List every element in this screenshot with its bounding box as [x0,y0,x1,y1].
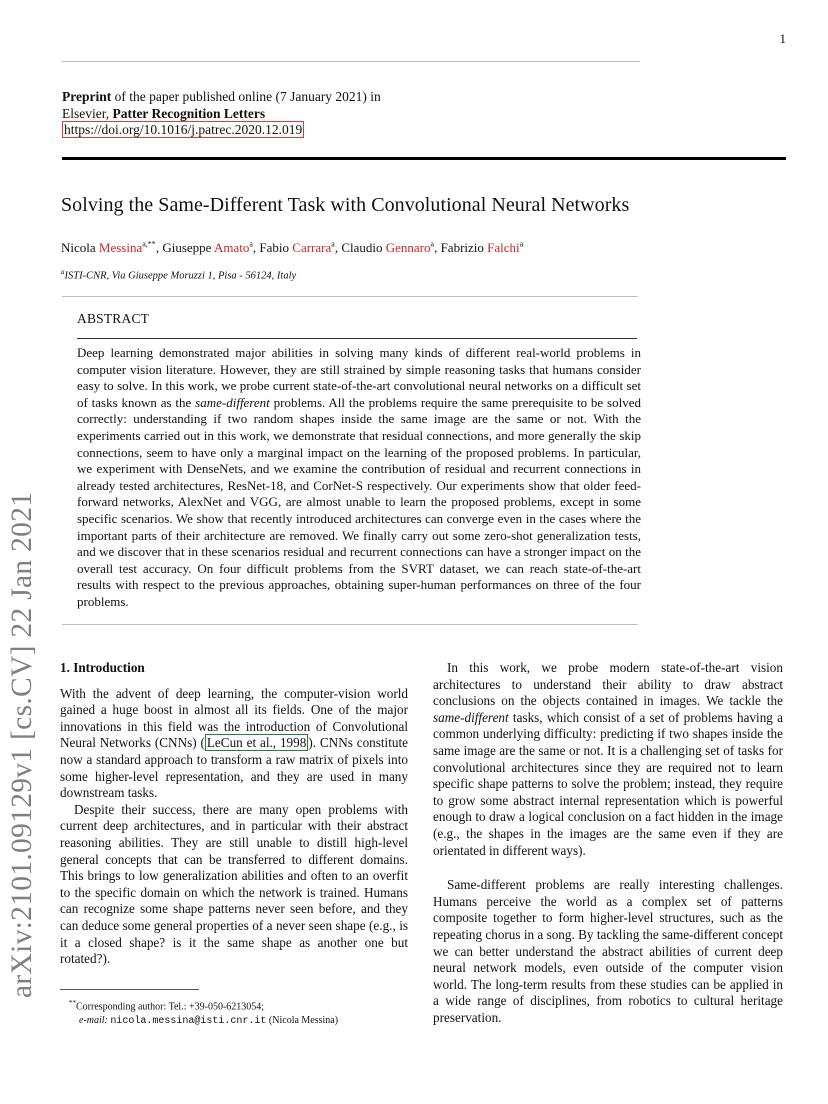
email-address[interactable]: nicola.messina@isti.cnr.it [110,1016,267,1028]
author-entry: Fabrizio Falchi$^a$ [440,240,524,256]
doi-link[interactable]: https://doi.org/10.1016/j.patrec.2020.12.019 [64,122,303,137]
author-link[interactable]: Amato [213,240,250,256]
header-rule [62,61,640,62]
affiliation-rule [62,296,638,297]
right-column [433,660,783,1026]
citation-link[interactable]: LeCun et al., 1998 [206,735,307,751]
author-entry: Nicola Messina$^{a,**}$, [61,240,163,256]
author-entry: Fabio Carrara$^a$, [259,240,342,256]
abstract-body: Deep learning demonstrated major abilities in solving many kinds of different real-world problems in computer vision literature. However, they are still strained by simple reasoning tasks that humans consider easy to solve. In this work, we probe current state-of-the-art convolutional neural networks on a difficult set of tasks known as the same-different problems. All the problems require the same prerequisite to be solved correctly: understanding if two random shapes inside the same image are the same or not. With the experiments carried out in this work, we demonstrate that residual connections, and more generally the skip connections, seem to have only a marginal impact on the learning of the proposed problems. In particular, we experiment with DenseNets, and we examine the contribution of residual and recurrent connections in already tested architectures, ResNet-18, and CorNet-S respectively. Our experiments show that older feed-forward networks, AlexNet and VGG, are almost unable to learn the proposed problems, except in some specific scenarios. We show that recently introduced architectures can converge even in the cases where the important parts of their architecture are removed. We finally carry out some zero-shot generalization tests, and we discover that in these scenarios residual and recurrent connections can have a stronger impact on the overall test accuracy. On four difficult problems from the SVRT dataset, we can reach state-of-the-art results with respect to the previous approaches, obtaining super-human performances on three of the four problems. [77,345,641,609]
page-number: 1 [779,31,786,46]
footnote-rule [60,989,199,990]
preprint-notice [62,89,381,139]
affiliation: $^a$ISTI-CNR, Via Giuseppe Moruzzi 1, Pisa - 56124, Italy [61,268,297,282]
abstract-heading-rule [77,338,637,339]
author-entry: Claudio Gennaro$^a$, [341,240,441,256]
abstract-heading: ABSTRACT [77,311,150,326]
paragraph: Despite their success, there are many open problems with current deep architectures, and in particular with their abstract reasoning abilities. They are still unable to distill high-level general concepts that can be transferred to different domains. This brings to low generalization abilities and often to an overfit to the specific domain on which the network is trained. Humans can recognize some shape patterns never seen before, and they can deduce some general properties of a never seen shape (e.g., is it a closed shape? is it the same shape as another one but rotated?). [60,801,408,967]
section-heading-introduction: 1. Introduction [60,660,145,675]
abstract-bottom-rule [62,624,638,625]
preprint-label: Preprint [62,89,112,104]
author-entry: Giuseppe Amato$^a$, [162,240,260,256]
title-top-rule [62,157,786,160]
author-link[interactable]: Gennaro [385,240,431,256]
preprint-text: of the paper published online (7 January 2021) in [111,89,381,104]
publisher: Elsevier, [62,105,113,121]
paragraph: With the advent of deep learning, the computer-vision world gained a huge boost in almost all its fields. One of the major innovations in this field was the introduction of Convolutional Neural Networks (CNNs) ( LeCun et al., 1998 ). CNNs constitute now a standard approach to transform a raw matrix of pixels into some higher-level representation, and they are used in many downstream tasks. [60,685,408,801]
paragraph: Same-different problems are really interesting challenges. Humans perceive the world as a complex set of patterns composite together to form higher-level structures, such as the repeating chorus in a song. By tackling the same-different concept we can better understand the abstract abilities of current deep neural network models, even outside of the computer vision world. The long-term results from these studies can be applied in a wide range of disciplines, from robotics to cultural heritage preservation. [433,877,783,1025]
paragraph: In this work, we probe modern state-of-the-art vision architectures to understand their ability to draw abstract conclusions on the objects contained in images. We tackle the same-different tasks, which consist of a set of problems having a common underlying difficulty: predicting if two shapes inside the same image are the same or not. It is a challenging set of tasks for convolutional architectures since they are required not to learn specific shape patterns to solve the problem; instead, they require to grow some abstract internal representation which is powerful enough to draw a logical conclusion on a fact hidden in the image (e.g., the shapes in the images are the same even if they are orientated in different ways). [433,660,783,858]
author-link[interactable]: Messina [98,240,143,256]
author-list [61,240,523,256]
author-link[interactable]: Falchi [487,240,520,256]
paper-title: Solving the Same-Different Task with Convolutional Neural Networks [61,194,630,216]
author-link[interactable]: Carrara [292,240,332,256]
arxiv-identifier[interactable]: arXiv:2101.09129v1 [cs.CV] 22 Jan 2021 [6,491,38,998]
footnote: **Corresponding author: Tel.: +39-050-6213054; e-mail: nicola.messina@isti.cnr.it (Nicola Messina) [69,999,339,1028]
journal-name: Patter Recognition Letters [112,105,266,121]
left-column [60,660,408,968]
